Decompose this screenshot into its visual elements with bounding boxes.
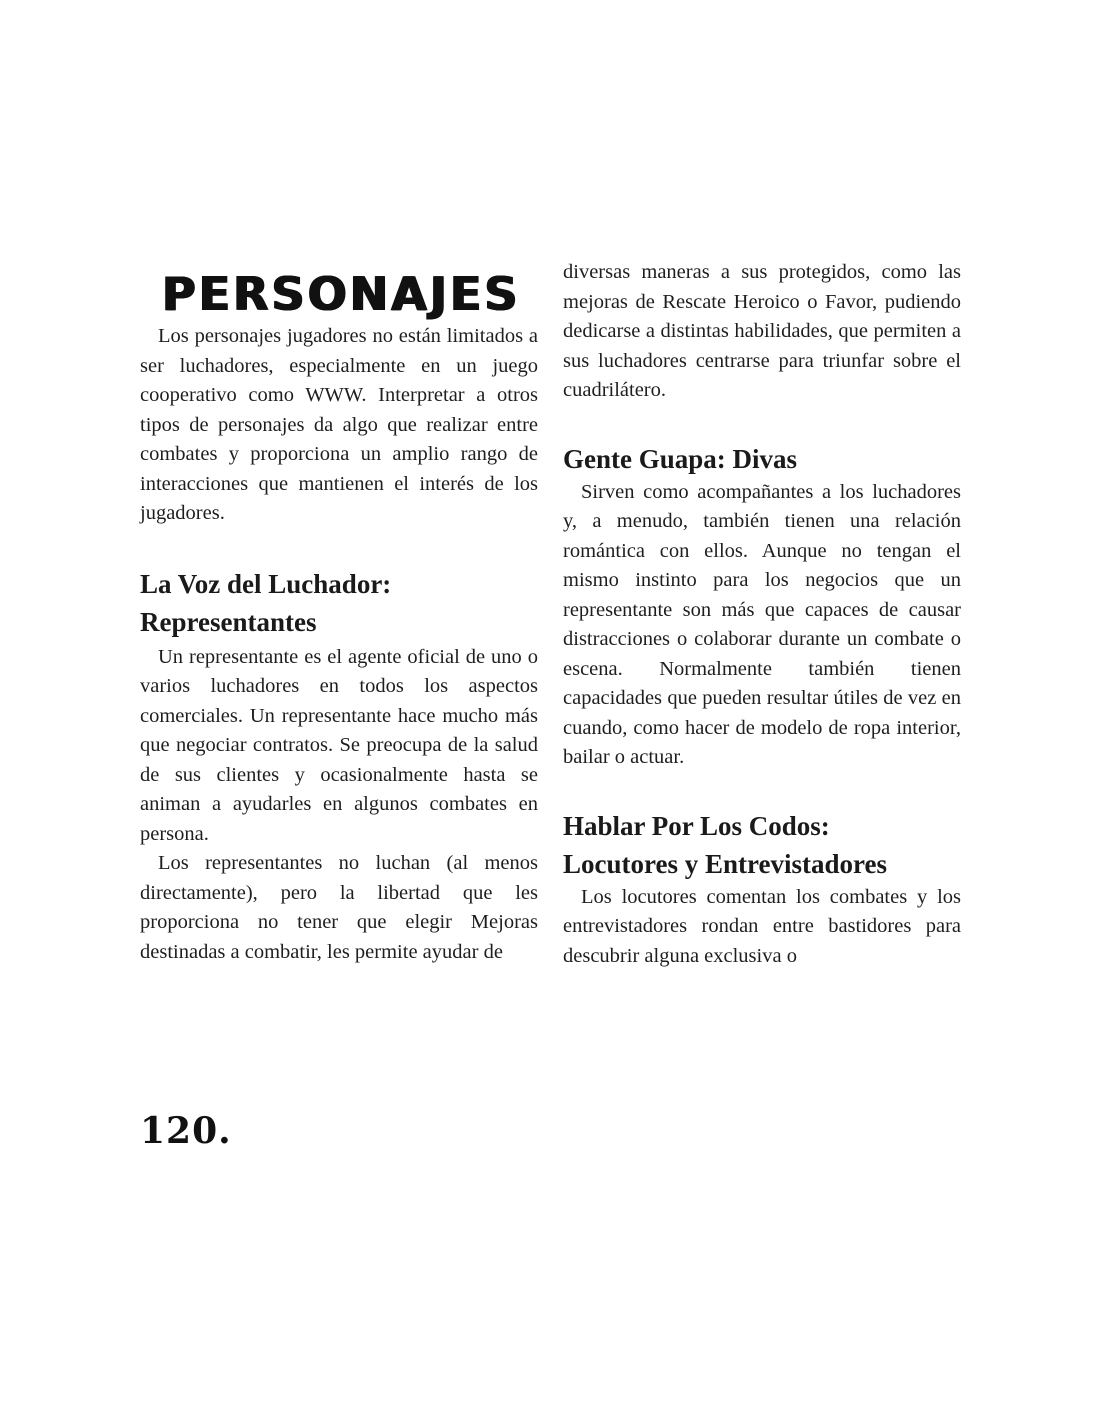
right-column: [563, 258, 961, 971]
section-heading-line: La Voz del Luchador:: [140, 568, 392, 599]
continuation-paragraph: diversas maneras a sus protegidos, como las mejoras de Rescate Heroico o Favor, pudiendo dedicarse a distintas habilidades, que permiten a sus luchadores centrarse para triunfar sobre el cuadrilátero.: [563, 261, 961, 401]
intro-paragraph: Los personajes jugadores no están limitados a ser luchadores, especialmente en un juego cooperativo como WWW. Interpretar a otros tipos de personajes da algo que realizar entre combates y proporciona un amplio rango de interacciones que mantienen el interés de los jugadores.: [140, 325, 538, 524]
section-heading-representantes: [140, 565, 538, 641]
locutores-paragraph: Los locutores comentan los combates y los entrevistadores rondan entre bastidores para descubrir alguna exclusiva o: [563, 885, 961, 967]
left-column: [140, 266, 538, 967]
chapter-title: PERSONAJES: [162, 267, 521, 321]
representantes-paragraph-2: Los representantes no luchan (al menos directamente), pero la libertad que les proporciona no tener que elegir Mejoras destinadas a combatir, les permite ayudar de: [140, 852, 538, 963]
section-heading-divas: Gente Guapa: Divas: [563, 443, 798, 474]
divas-paragraph: Sirven como acompañantes a los luchadores y, a menudo, también tienen una relación romántica con ellos. Aunque no tengan el mismo instinto para los negocios que un representante son más que capaces de causar distracciones o colaborar durante un combate o escena. Normalmente también tienen capacidades que pueden resultar útiles de vez en cuando, como hacer de modelo de ropa interior, bailar o actuar.: [563, 480, 961, 768]
section-heading-locutores: [563, 807, 961, 883]
section-heading-line: Representantes: [140, 606, 317, 637]
section-heading-line: Locutores y Entrevistadores: [563, 848, 887, 879]
page-number: 120.: [140, 1110, 232, 1152]
section-heading-line: Hablar Por Los Codos:: [563, 810, 830, 841]
representantes-paragraph-1: Un representante es el agente oficial de uno o varios luchadores en todos los aspectos comerciales. Un representante hace mucho más que negociar contratos. Se preocupa de la salud de sus clientes y ocasionalmente hasta se animan a ayudarles en algunos combates en persona.: [140, 645, 538, 845]
